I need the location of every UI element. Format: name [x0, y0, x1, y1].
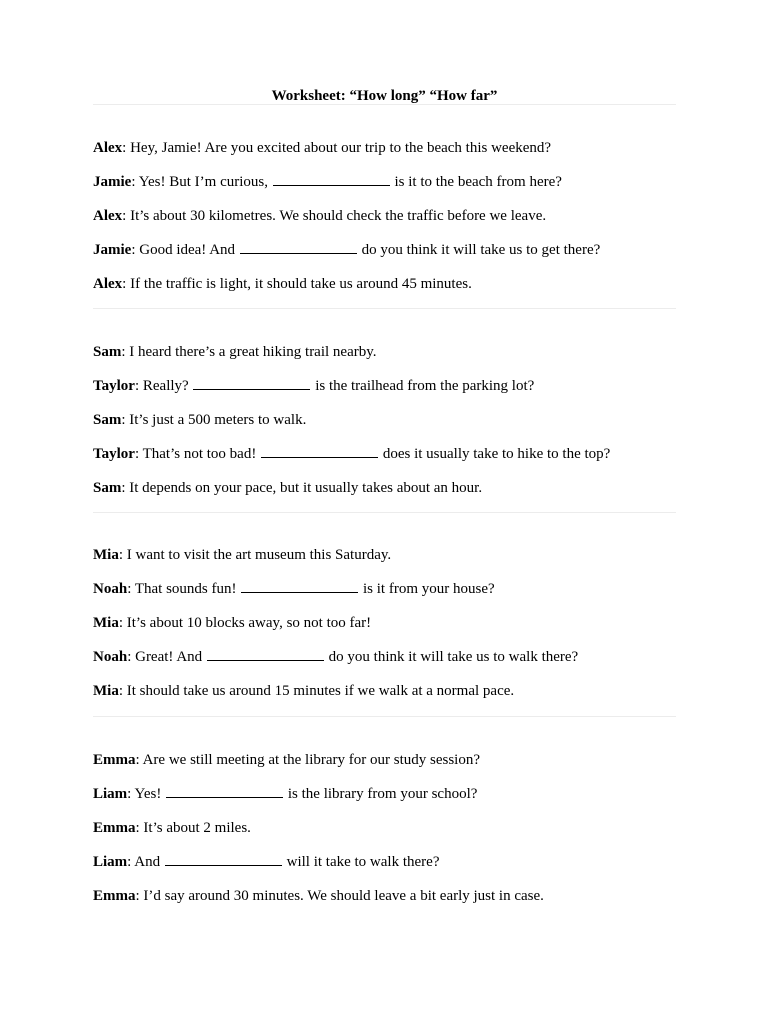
dialogue-line — [93, 377, 676, 395]
speaker-name: Noah — [93, 581, 128, 597]
fill-in-blank[interactable] — [261, 445, 378, 458]
line-text-after-blank: is it from your house? — [359, 581, 495, 597]
fill-in-blank[interactable] — [241, 580, 358, 593]
line-text-after-blank: will it take to walk there? — [282, 854, 440, 870]
divider — [93, 512, 676, 513]
speaker-name: Emma — [93, 752, 136, 768]
line-text: : If the traffic is light, it should take us around 45 minutes. — [122, 276, 472, 292]
speaker-name: Jamie — [93, 174, 132, 190]
line-text: : I heard there’s a great hiking trail nearby. — [121, 344, 377, 360]
speaker-name: Emma — [93, 888, 136, 904]
line-text: : It’s just a 500 meters to walk. — [121, 412, 307, 428]
line-text: : Good idea! And — [131, 242, 239, 258]
fill-in-blank[interactable] — [165, 853, 282, 866]
dialogue-line — [93, 275, 676, 293]
dialogue-line — [93, 853, 676, 871]
line-text: : Great! And — [127, 649, 206, 665]
divider — [93, 308, 676, 309]
speaker-name: Sam — [93, 480, 122, 496]
line-text: : It depends on your pace, but it usually takes about an hour. — [121, 480, 483, 496]
dialogue-line — [93, 139, 676, 157]
dialogue-line — [93, 682, 676, 700]
line-text-after-blank: is it to the beach from here? — [390, 174, 562, 190]
speaker-name: Alex — [93, 276, 123, 292]
fill-in-blank[interactable] — [166, 785, 283, 798]
dialogue-line — [93, 614, 676, 632]
dialogue-line — [93, 751, 676, 769]
line-text: : Hey, Jamie! Are you excited about our trip to the beach this weekend? — [122, 140, 552, 156]
line-text: : Are we still meeting at the library for our study session? — [135, 752, 481, 768]
line-text: : It’s about 30 kilometres. We should check the traffic before we leave. — [122, 208, 547, 224]
speaker-name: Jamie — [93, 242, 132, 258]
divider — [93, 716, 676, 717]
speaker-name: Mia — [93, 683, 119, 699]
fill-in-blank[interactable] — [193, 377, 310, 390]
line-text-after-blank: do you think it will take us to get there? — [357, 242, 601, 258]
line-text: : Really? — [134, 378, 193, 394]
dialogue-line — [93, 580, 676, 598]
dialogue-line — [93, 785, 676, 803]
speaker-name: Taylor — [93, 378, 135, 394]
dialogue-line — [93, 241, 676, 259]
speaker-name: Liam — [93, 854, 128, 870]
line-text: : And — [127, 854, 164, 870]
dialogue-line — [93, 173, 676, 191]
line-text: : It’s about 2 miles. — [135, 820, 251, 836]
line-text: : It should take us around 15 minutes if we walk at a normal pace. — [118, 683, 515, 699]
line-text: : Yes! But I’m curious, — [131, 174, 272, 190]
speaker-name: Alex — [93, 140, 123, 156]
line-text-after-blank: does it usually take to hike to the top? — [379, 446, 611, 462]
speaker-name: Liam — [93, 786, 128, 802]
line-text-after-blank: do you think it will take us to walk there? — [324, 649, 579, 665]
dialogue-line — [93, 546, 676, 564]
speaker-name: Noah — [93, 649, 128, 665]
line-text-after-blank: is the library from your school? — [284, 786, 478, 802]
dialogue-line — [93, 411, 676, 429]
line-text: : I’d say around 30 minutes. We should leave a bit early just in case. — [135, 888, 544, 904]
speaker-name: Emma — [93, 820, 136, 836]
worksheet-title: Worksheet: “How long” “How far” — [271, 88, 498, 104]
dialogue-line — [93, 207, 676, 225]
divider — [93, 104, 676, 105]
speaker-name: Sam — [93, 344, 122, 360]
dialogue-line — [93, 648, 676, 666]
dialogue-line — [93, 887, 676, 905]
dialogue-line — [93, 479, 676, 497]
fill-in-blank[interactable] — [273, 173, 390, 186]
speaker-name: Taylor — [93, 446, 135, 462]
line-text: : That sounds fun! — [127, 581, 241, 597]
speaker-name: Alex — [93, 208, 123, 224]
line-text: : Yes! — [127, 786, 166, 802]
line-text: : I want to visit the art museum this Saturday. — [118, 547, 392, 563]
dialogue-line — [93, 445, 676, 463]
fill-in-blank[interactable] — [207, 648, 324, 661]
speaker-name: Mia — [93, 547, 119, 563]
line-text: : It’s about 10 blocks away, so not too far! — [118, 615, 372, 631]
dialogue-line — [93, 343, 676, 361]
speaker-name: Sam — [93, 412, 122, 428]
speaker-name: Mia — [93, 615, 119, 631]
line-text-after-blank: is the trailhead from the parking lot? — [311, 378, 535, 394]
dialogue-line — [93, 819, 676, 837]
fill-in-blank[interactable] — [240, 241, 357, 254]
line-text: : That’s not too bad! — [134, 446, 261, 462]
